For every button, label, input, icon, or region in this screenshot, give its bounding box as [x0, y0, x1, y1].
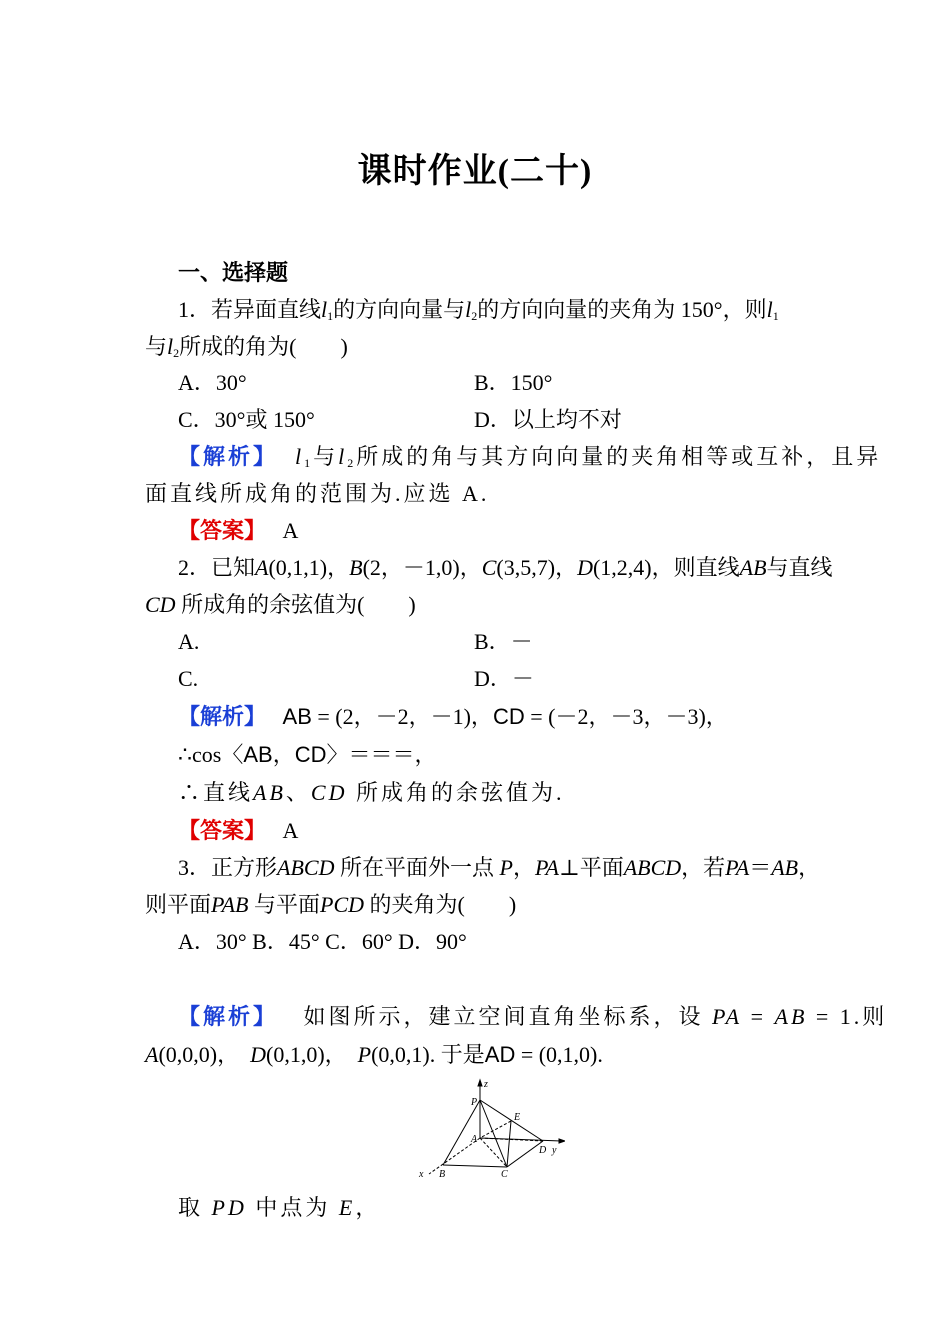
q2-option-a: A.	[178, 629, 200, 654]
q1-analysis: 【解析】 $l_1$与$l_2$所成的角与其方向向量的夹角相等或互补，且异	[178, 444, 882, 470]
fig-label-c: C	[501, 1169, 508, 1180]
q3-analysis-line2: A(0,0,0)， D(0,1,0)， P(0,0,1). 于是AD = (0,1,0).	[145, 1042, 603, 1067]
fig-label-b: B	[439, 1169, 446, 1180]
q1-answer: 【答案】 A	[178, 518, 299, 543]
fig-label-p: P	[471, 1097, 478, 1108]
fig-label-y: y	[552, 1145, 557, 1156]
answer-label: 【答案】	[178, 518, 267, 543]
page-title: 课时作业(二十)	[357, 153, 593, 190]
pyramid-coordinate-figure	[415, 1078, 565, 1186]
fig-label-z: z	[484, 1079, 488, 1090]
q2-analysis: 【解析】 AB = (2，－2，－1)，CD = (－2，－3，－3)，	[178, 704, 728, 729]
q3-options: A．30° B．45° C．60° D．90°	[178, 929, 467, 954]
q1-line1: 1．若异面直线$l_1$的方向向量与$l_2$的方向向量的夹角为 150°，则$l_1$	[178, 297, 779, 323]
q1-option-c: C．30°或 150°	[178, 407, 315, 432]
q2-answer: 【答案】 A	[178, 818, 299, 843]
q1-option-a: A．30°	[178, 370, 247, 395]
q3-line2: 则平面PAB 与平面PCD 的夹角为( )	[145, 892, 517, 917]
section-heading: 一、选择题	[178, 260, 289, 285]
answer-label: 【答案】	[178, 818, 267, 843]
fig-label-d: D	[539, 1145, 547, 1156]
fig-label-e: E	[514, 1112, 521, 1123]
q1-line2: 与$l_2$所成的角为( )	[145, 334, 348, 360]
q3-midpoint-line: 取 PD 中点为 E，	[178, 1195, 381, 1220]
q3-analysis: 【解析】 如图所示，建立空间直角坐标系，设 PA = AB = 1.则	[178, 1004, 888, 1029]
q3-line1: 3．正方形ABCD 所在平面外一点 P，PA⊥平面ABCD，若PA＝AB，	[178, 855, 821, 880]
q2-option-d: D．－	[474, 666, 534, 691]
q2-cos: ∴cos〈AB，CD〉＝＝＝，	[178, 742, 437, 767]
q2-line1: 2．已知A(0,1,1)，B(2，－1,0)，C(3,5,7)，D(1,2,4)，则直线AB与直线	[178, 555, 833, 580]
q1-option-d: D．以上均不对	[474, 407, 622, 432]
analysis-label: 【解析】	[178, 444, 279, 469]
q2-option-c: C.	[178, 666, 199, 691]
q2-line2: CD 所成角的余弦值为( )	[145, 592, 416, 617]
analysis-label: 【解析】	[178, 1004, 279, 1029]
analysis-label: 【解析】	[178, 704, 267, 729]
q2-option-b: B．－	[474, 629, 533, 654]
q1-analysis-line2: 面直线所成角的范围为.应选 A.	[145, 481, 490, 506]
q2-conclusion: ∴直线AB、CD 所成角的余弦值为.	[178, 780, 565, 805]
q1-option-b: B．150°	[474, 370, 553, 395]
fig-label-x: x	[419, 1169, 424, 1180]
fig-label-a: A	[471, 1134, 478, 1145]
